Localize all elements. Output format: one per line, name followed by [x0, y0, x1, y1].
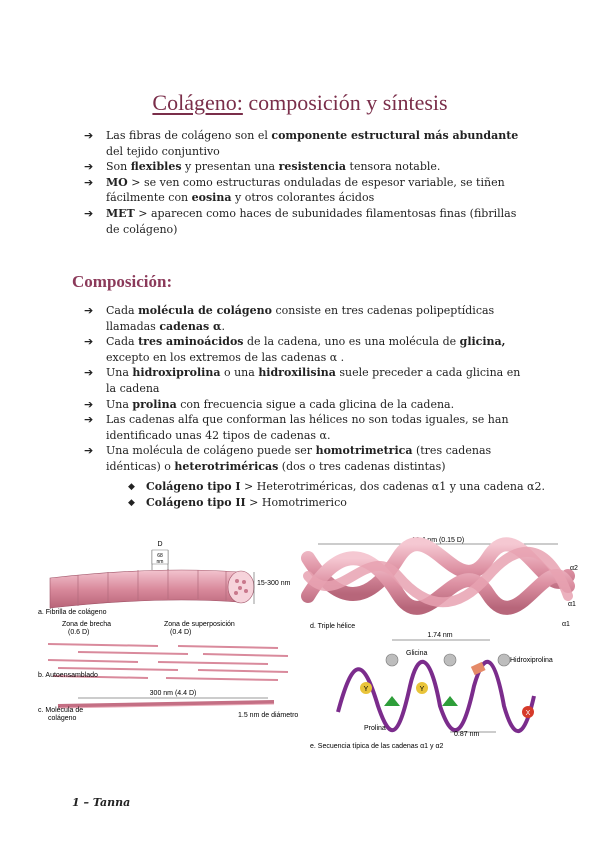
caption-e: e. Secuencia típica de las cadenas α1 y α2 — [310, 743, 444, 750]
text-segment: consiste en tres cadenas polipeptídicas llamadas — [106, 304, 495, 333]
text-segment: > Heterotriméricas, dos cadenas α1 y una cadena α2. — [240, 480, 545, 493]
alpha-chain-illustration — [338, 662, 534, 731]
text-segment: prolina — [132, 397, 177, 411]
label-0-87nm: 0.87 nm — [454, 731, 480, 738]
text-segment: flexibles — [130, 160, 182, 174]
arrow-bullet-icon: ➔ — [84, 206, 94, 220]
page-title — [0, 90, 600, 116]
label-overlap-zone-value: (0.4 D) — [170, 629, 192, 636]
collagen-type-item — [126, 479, 546, 495]
text-segment: Las cadenas alfa que conforman las hélices no son todas iguales, se han identificado unas 42 tipos de cadenas α. — [106, 413, 509, 442]
text-segment: excepto en los extremos de las cadenas α . — [106, 350, 345, 364]
label-10-4nm: 10.4 nm (0.15 D) — [411, 537, 465, 544]
text-segment: hidroxilisina — [258, 366, 336, 380]
text-segment: molécula de colágeno — [138, 304, 272, 317]
label-y2: Y — [419, 686, 425, 693]
arrow-bullet-icon: ➔ — [84, 335, 94, 349]
arrow-bullet-icon: ➔ — [84, 304, 94, 317]
text-segment: heterotriméricas — [174, 459, 279, 473]
text-segment: . — [221, 319, 225, 333]
intro-item — [82, 206, 532, 237]
text-segment: o una — [220, 366, 259, 380]
label-diameter: 1.5 nm de diámetro — [238, 712, 299, 719]
composition-item — [82, 412, 532, 443]
text-segment: resistencia — [278, 160, 347, 174]
label-15-300: 15-300 nm — [257, 580, 291, 587]
text-segment: hidroxiprolina — [132, 366, 221, 380]
label-x: X — [525, 710, 531, 717]
label-alpha1-top: α1 — [568, 601, 576, 608]
arrow-bullet-icon: ➔ — [84, 175, 94, 189]
label-68: 68 — [157, 553, 163, 559]
arrow-bullet-icon: ➔ — [84, 366, 94, 380]
title-part1: Colágeno: — [152, 90, 243, 115]
text-segment: Una molécula de colágeno puede ser — [106, 444, 316, 458]
text-segment: Colágeno tipo I — [146, 480, 241, 493]
text-segment: tensora notable. — [346, 160, 441, 174]
text-segment: homotrimetrica — [315, 444, 413, 458]
text-segment: (dos o tres cadenas distintas) — [278, 459, 446, 473]
composition-item — [82, 365, 532, 396]
arrow-bullet-icon: ➔ — [84, 160, 94, 174]
collagen-type-item — [126, 495, 546, 511]
molecule-illustration — [58, 702, 274, 706]
label-300nm: 300 nm (4.4 D) — [149, 690, 197, 697]
composition-item — [82, 443, 532, 474]
label-glicina: Glicina — [406, 650, 428, 657]
caption-b: b. Autoensamblado — [38, 672, 98, 679]
triple-helix-illustration — [308, 544, 568, 608]
text-segment: de la cadena, uno es una molécula de — [243, 335, 460, 349]
text-segment: Son — [106, 160, 131, 174]
text-segment: Colágeno tipo II — [146, 496, 246, 509]
text-segment: Las fibras de colágeno son el — [106, 129, 272, 142]
text-segment: Cada — [106, 304, 139, 317]
label-1-74nm: 1.74 nm — [427, 632, 453, 639]
text-segment: MET — [106, 206, 135, 220]
composition-item — [82, 397, 532, 413]
text-segment: cadenas α — [159, 319, 222, 333]
text-segment: > Homotrimerico — [245, 496, 347, 509]
title-part2: composición y síntesis — [242, 90, 448, 115]
text-segment: componente estructural más abundante — [271, 129, 519, 142]
composition-item — [82, 334, 532, 365]
section-heading: Composición: — [72, 272, 173, 291]
text-segment: > aparecen como haces de subunidades filamentosas finas (fibrillas de colágeno) — [106, 206, 517, 236]
caption-c2: colágeno — [48, 715, 77, 722]
arrow-bullet-icon: ➔ — [84, 444, 94, 458]
intro-item — [82, 175, 532, 206]
text-segment: con frecuencia sigue a cada glicina de la cadena. — [176, 397, 455, 411]
text-segment: (tres cadenas idénticas) o — [106, 444, 492, 473]
label-alpha2: α2 — [570, 565, 578, 572]
text-segment: MO — [106, 175, 128, 189]
label-hidroxiprolina: Hidroxiprolina — [510, 657, 553, 664]
caption-d: d. Triple hélice — [310, 623, 356, 630]
caption-c1: c. Molécula de — [38, 707, 84, 714]
text-segment: suele preceder a cada glicina en la cadena — [106, 366, 521, 395]
text-segment: > se ven como estructuras onduladas de espesor variable, se tiñen fácilmente con — [106, 175, 505, 205]
text-segment: y otros colorantes ácidos — [231, 191, 375, 205]
diamond-bullet-icon: ◆ — [128, 498, 135, 508]
composition-list — [82, 303, 532, 475]
glycine-icon — [386, 654, 398, 666]
label-overlap-zone: Zona de superposición — [164, 621, 235, 628]
text-segment: Cada — [106, 335, 139, 349]
text-segment: tres aminoácidos — [138, 335, 244, 349]
label-68-unit: nm — [156, 559, 164, 565]
text-segment: del tejido conjuntivo — [106, 144, 220, 158]
composition-item — [82, 303, 532, 334]
text-segment: y presentan una — [181, 160, 279, 174]
text-segment: Una — [106, 366, 133, 380]
collagen-figure — [38, 536, 580, 758]
label-prolina: Prolina — [364, 725, 386, 732]
text-segment: Una — [106, 397, 133, 411]
intro-item — [82, 159, 532, 175]
intro-list — [82, 128, 532, 237]
arrow-bullet-icon: ➔ — [84, 129, 94, 142]
proline-icon — [384, 696, 400, 706]
intro-item — [82, 128, 532, 159]
text-segment: eosina — [191, 191, 232, 205]
label-alpha1-bottom: α1 — [562, 621, 570, 628]
fibril-illustration — [50, 569, 254, 608]
label-gap-zone: Zona de brecha — [62, 621, 112, 628]
arrow-bullet-icon: ➔ — [84, 413, 94, 427]
footer: 1 – Tanna — [72, 796, 131, 809]
label-gap-zone-value: (0.6 D) — [68, 629, 90, 636]
collagen-types-list — [126, 479, 546, 511]
label-d: D — [157, 541, 163, 548]
diamond-bullet-icon: ◆ — [128, 482, 135, 492]
label-y1: Y — [363, 686, 369, 693]
caption-a: a. Fibrilla de colágeno — [38, 609, 107, 616]
text-segment: glicina, — [459, 335, 506, 349]
arrow-bullet-icon: ➔ — [84, 397, 94, 411]
